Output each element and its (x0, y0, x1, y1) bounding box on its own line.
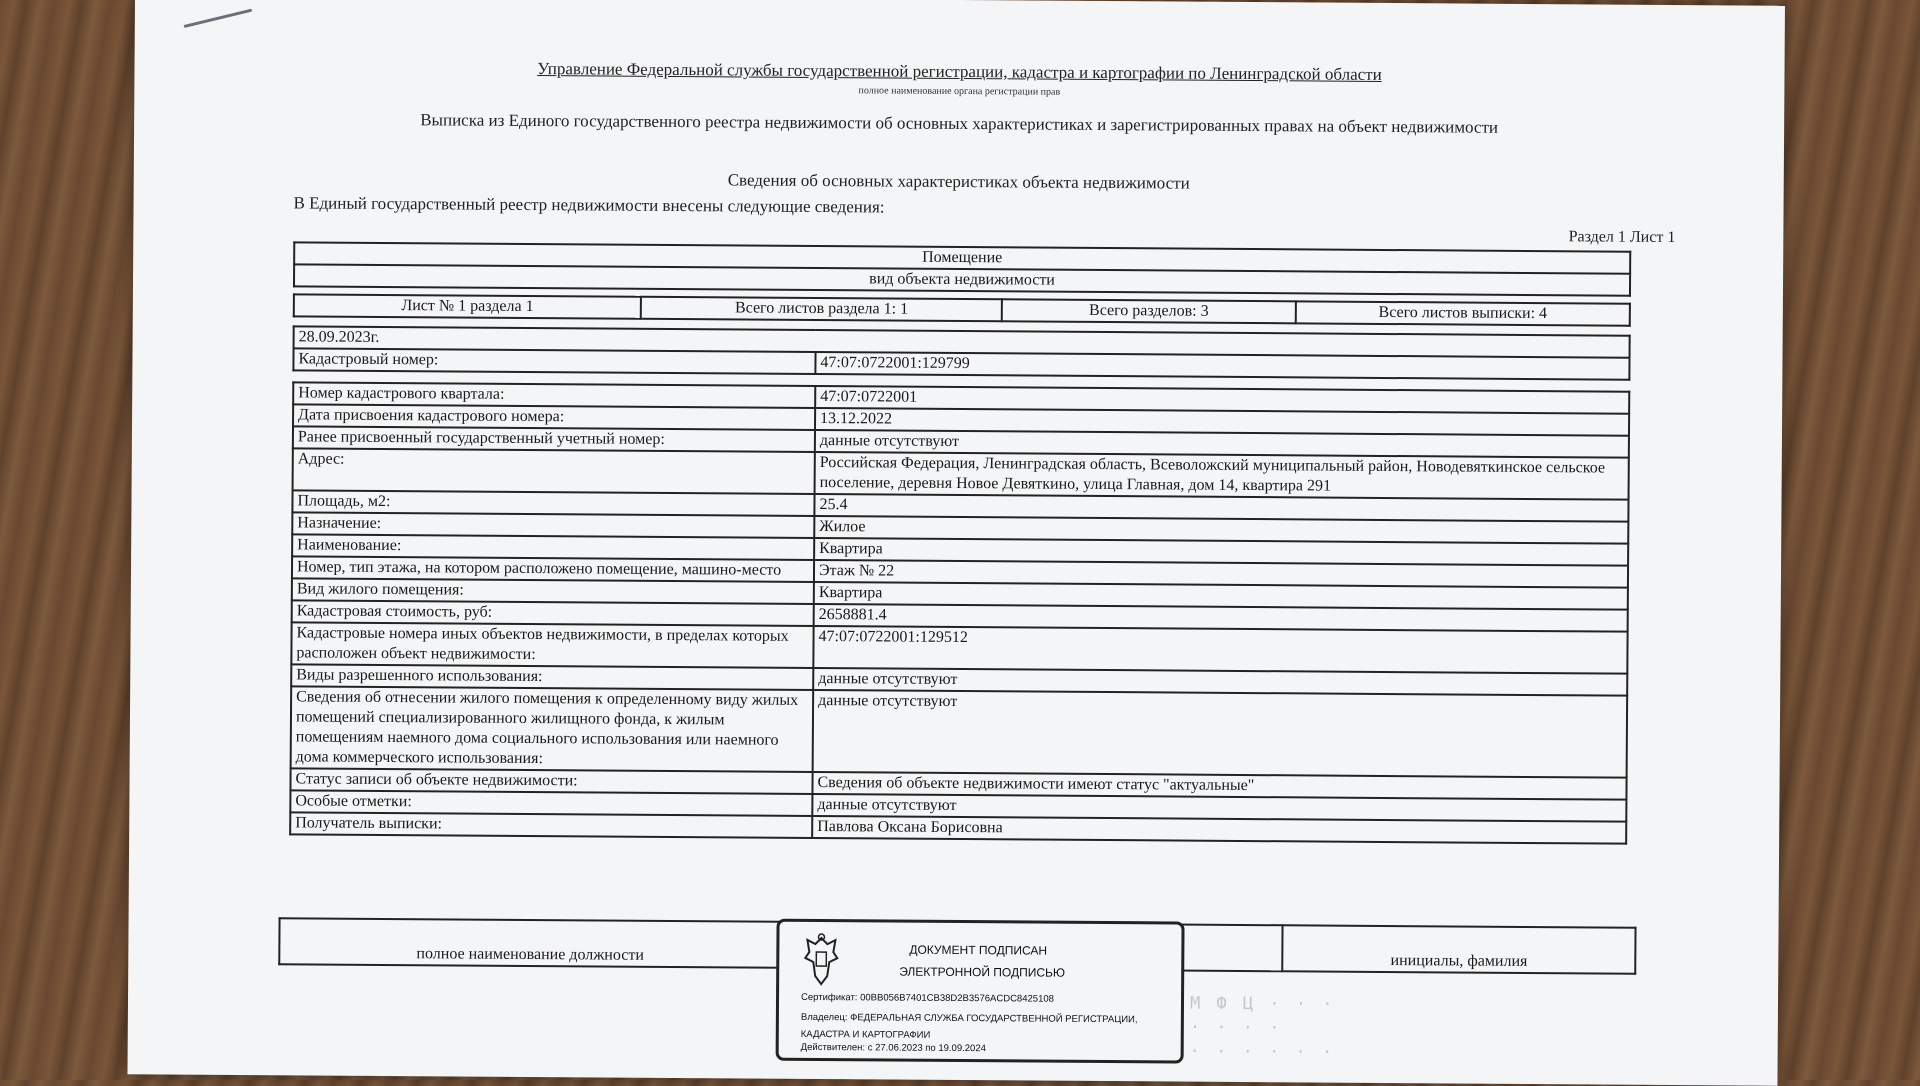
cadastral-value: 47:07:0722001:129799 (815, 352, 1629, 380)
faint-stamp-imprint: М Ф Ц · · · · · · · · · · · · · (1189, 993, 1336, 1063)
row-label: Сведения об отнесении жилого помещения к определенному виду жилых помещений специализированного жилищного фонда, к жилым помещениям наемного дома социального использования или наемного дома коммерческого использования: (291, 686, 814, 772)
row-value: данные отсутствуют (815, 430, 1629, 458)
position-caption: полное наименование должности (279, 918, 781, 968)
row-label: Вид жилого помещения: (292, 578, 814, 604)
row-label: Назначение: (292, 512, 814, 538)
row-value: данные отсутствуют (813, 690, 1628, 778)
row-label: Кадастровые номера иных объектов недвижимости, в пределах которых расположен объект недвижимости: (291, 622, 813, 668)
row-value: Российская Федерация, Ленинградская область, Всеволожский муниципальный район, Новодевяткинское сельское поселение, деревня Новое Девяткино, улица Главная, дом 14, квартира 291 (815, 452, 1629, 500)
total-sections: Всего разделов: 3 (1002, 299, 1296, 323)
object-type-table (293, 241, 1631, 296)
row-value: 47:07:0722001:129512 (813, 626, 1627, 674)
total-extract-sheets: Всего листов выписки: 4 (1296, 301, 1630, 325)
sheet-number: Лист № 1 раздела 1 (294, 294, 642, 318)
row-value: 13.12.2022 (815, 408, 1629, 436)
row-value: Павлова Оксана Борисовна (812, 816, 1626, 844)
authority-caption: полное наименование органа регистрации прав (858, 85, 1061, 98)
stamp-line2: ЭЛЕКТРОННОЙ ПОДПИСЬЮ (899, 964, 1066, 980)
stamp-validity: Действителен: с 27.06.2023 по 19.09.2024 (800, 1041, 986, 1055)
row-value: данные отсутствуют (812, 794, 1626, 822)
pen-mark (183, 9, 252, 28)
stamp-line1: ДОКУМЕНТ ПОДПИСАН (909, 942, 1048, 958)
stamp-certificate: Сертификат: 00BB056B7401CB38D2B3576ACDC8425108 (800, 991, 1054, 1005)
row-label: Адрес: (293, 448, 815, 494)
section-title: Сведения об основных характеристиках объекта недвижимости (727, 170, 1190, 193)
extract-title: Выписка из Единого государственного реестра недвижимости об основных характеристиках и зарегистрированных правах на объект недвижимости (420, 110, 1499, 137)
row-label: Виды разрешенного использования: (291, 664, 813, 690)
row-label: Наименование: (292, 534, 814, 560)
date-cadastral-table (292, 325, 1630, 380)
row-value: Сведения об объекте недвижимости имеют статус "актуальные" (812, 772, 1626, 800)
total-section-sheets: Всего листов раздела 1: 1 (641, 297, 1002, 322)
cadastral-label: Кадастровый номер: (293, 348, 815, 374)
row-value: Квартира (814, 538, 1628, 566)
row-label: Ранее присвоенный государственный учетный номер: (293, 426, 815, 452)
sheets-table (293, 293, 1631, 326)
object-type-caption: вид объекта недвижимости (294, 264, 1630, 295)
row-label: Площадь, м2: (292, 490, 814, 516)
authority-name: Управление Федеральной службы государственной регистрации, кадастра и картографии по Ленинградской области (537, 59, 1382, 84)
row-label: Номер кадастрового квартала: (293, 382, 815, 408)
intro-text: В Единый государственный реестр недвижимости внесены следующие сведения: (293, 193, 885, 217)
row-label: Кадастровая стоимость, руб: (292, 600, 814, 626)
row-value: Жилое (814, 516, 1628, 544)
object-type: Помещение (294, 242, 1630, 273)
document-page (127, 0, 1784, 1086)
row-label: Номер, тип этажа, на котором расположено помещение, машино-место (292, 556, 814, 582)
row-value: 2658881.4 (814, 604, 1628, 632)
electronic-signature-stamp (776, 919, 1185, 1064)
row-value: 25.4 (814, 494, 1628, 522)
table-row (291, 686, 1628, 777)
stamp-owner: Владелец: ФЕДЕРАЛЬНАЯ СЛУЖБА ГОСУДАРСТВЕННОЙ РЕГИСТРАЦИИ, КАДАСТРА И КАРТОГРАФИИ (800, 1011, 1138, 1041)
row-value: данные отсутствуют (813, 668, 1627, 696)
extract-date: 28.09.2023г. (294, 326, 1630, 357)
coat-of-arms-icon (801, 932, 841, 988)
row-value: Квартира (814, 582, 1628, 610)
row-label: Особые отметки: (290, 790, 812, 816)
characteristics-table (289, 381, 1630, 844)
row-label: Дата присвоения кадастрового номера: (293, 404, 815, 430)
row-label: Статус записи об объекте недвижимости: (290, 768, 812, 794)
row-value: 47:07:0722001 (815, 386, 1629, 414)
row-label: Получатель выписки: (290, 812, 812, 838)
section-label: Раздел 1 Лист 1 (1568, 228, 1676, 246)
name-caption: инициалы, фамилия (1283, 925, 1636, 973)
row-value: Этаж № 22 (814, 560, 1628, 588)
